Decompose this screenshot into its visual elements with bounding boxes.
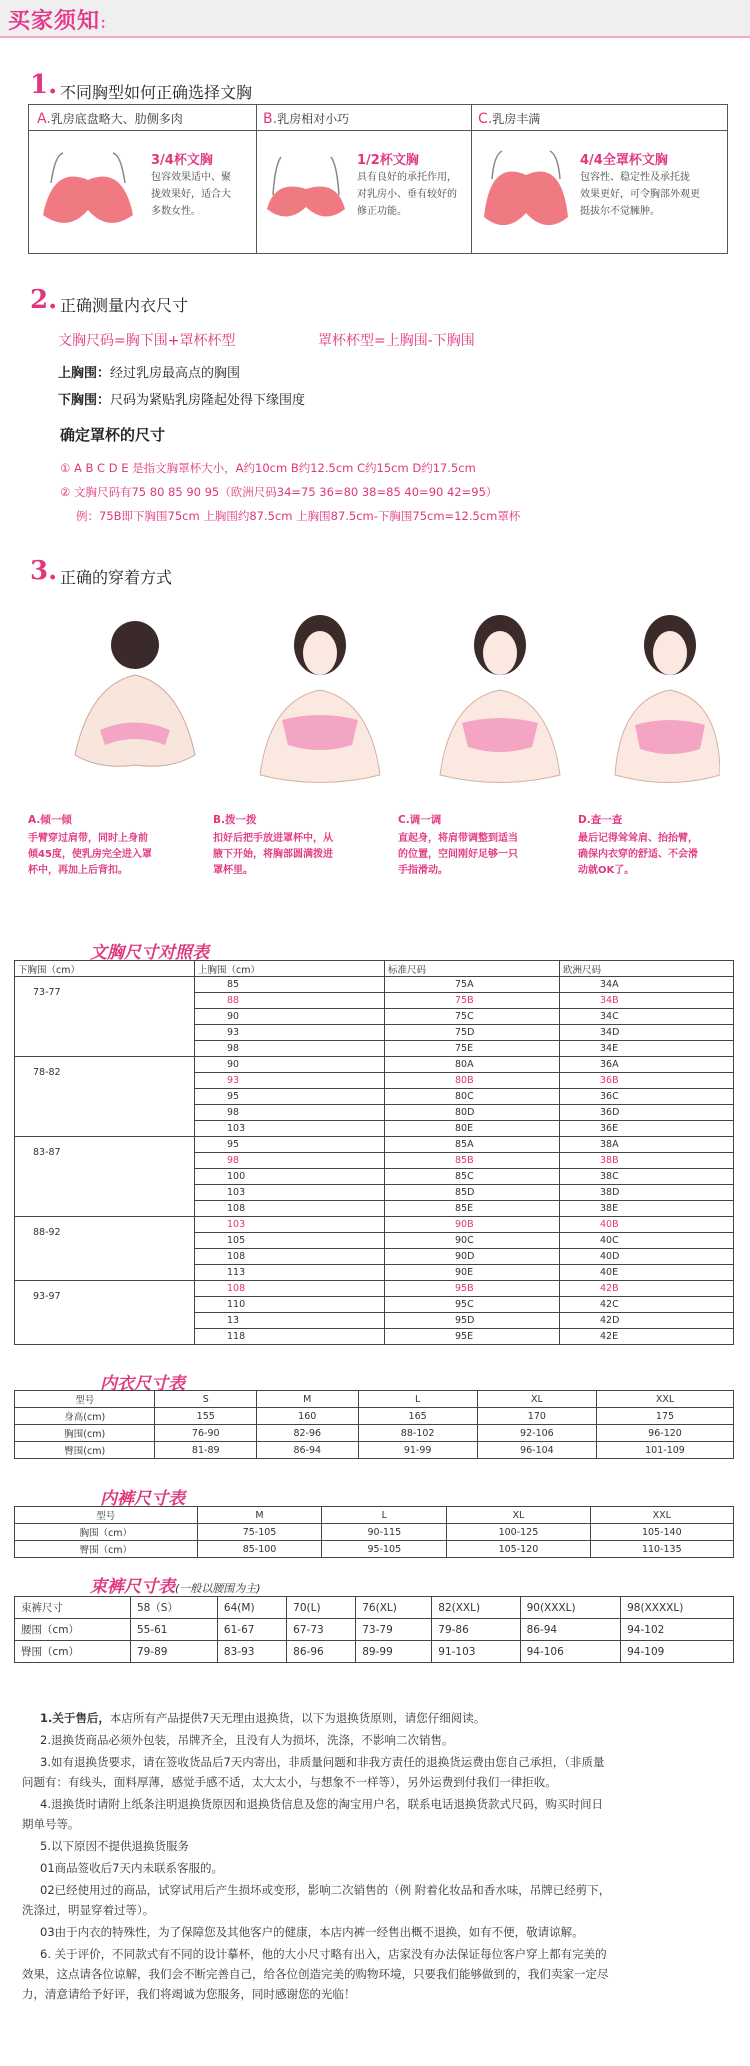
table-row: [15, 977, 734, 993]
underwear-size-table: [14, 1390, 734, 1459]
table-cell: 98: [195, 1105, 385, 1121]
def-under-bust: 下胸围：尺码为紧贴乳房隆起处得下缘围度: [58, 393, 306, 408]
table-cell: 38D: [560, 1185, 734, 1201]
table-cell: 80C: [385, 1089, 560, 1105]
table-cell: 92-106: [477, 1425, 596, 1442]
wearing-step-b: B.拨一拨 扣好后把手放进罩杯中，从 腋下开始，将胸部圆满拨进 罩杯里。: [213, 814, 333, 876]
table-cell: 113: [195, 1265, 385, 1281]
service-p6: 01商品签收后7天内未联系客服的。: [40, 1861, 223, 1875]
table-cell: 79-86: [432, 1619, 520, 1641]
table-row: [15, 1057, 734, 1073]
table-cell: 93: [195, 1025, 385, 1041]
table-cell: 98: [195, 1041, 385, 1057]
table-cell: 165: [358, 1408, 477, 1425]
column-header: 98(XXXXL): [621, 1597, 734, 1619]
table-cell: 90: [195, 1057, 385, 1073]
service-p9: 6. 关于评价，不同款式有不同的设计摹杯，他的大小尺寸略有出入，店家没有办法保证每位客户穿上都有完美的: [40, 1947, 607, 1961]
table-cell: 89-99: [356, 1641, 432, 1663]
table-row: [15, 1442, 734, 1459]
column-header: 58（S）: [130, 1597, 217, 1619]
table-cell: 胸围(cm): [15, 1425, 155, 1442]
under-bust-cell: 93-97: [15, 1281, 195, 1345]
table-cell: 85A: [385, 1137, 560, 1153]
table-cell: 94-102: [621, 1619, 734, 1641]
table-cell: 85-100: [197, 1541, 322, 1558]
cup-column-b: [257, 105, 471, 253]
table-cell: 103: [195, 1185, 385, 1201]
table-cell: 38A: [560, 1137, 734, 1153]
service-p2: 2.退换货商品必须外包装，吊牌齐全，且没有人为损坏，洗涤，不影响二次销售。: [40, 1733, 454, 1747]
table-header-row: [15, 1391, 734, 1408]
cup-heading: 确定罩杯的尺寸: [60, 426, 166, 444]
header-divider: [0, 36, 750, 38]
service-p7: 02已经使用过的商品，试穿试用后产生损坏或变形，影响二次销售的（例 附着化妆品和香水味，吊牌已经剪下，: [40, 1883, 611, 1897]
table-cell: 臀围(cm): [15, 1442, 155, 1459]
section1-number: 1.: [30, 70, 58, 100]
column-header: 64(M): [217, 1597, 286, 1619]
table-cell: 85D: [385, 1185, 560, 1201]
shaper-size-table: [14, 1596, 734, 1663]
service-p5: 5.以下原因不提供退换货服务: [40, 1839, 189, 1853]
cup-note-3: 例：75B即下胸围75cm 上胸围约87.5cm 上胸围87.5cm-下胸围75cm=12.5cm罩杯: [76, 509, 521, 523]
table-cell: 96-120: [597, 1425, 734, 1442]
table-cell: 55-61: [130, 1619, 217, 1641]
table-cell: 91-103: [432, 1641, 520, 1663]
bra-full-cup-icon: [476, 145, 576, 245]
table-cell: 110: [195, 1297, 385, 1313]
table-cell: 34B: [560, 993, 734, 1009]
table-cell: 36C: [560, 1089, 734, 1105]
table-cell: 80B: [385, 1073, 560, 1089]
column-header: XXL: [597, 1391, 734, 1408]
table-header-row: [15, 961, 734, 977]
cup-guide-box: [28, 104, 728, 254]
table-cell: 36A: [560, 1057, 734, 1073]
column-header: 76(XL): [356, 1597, 432, 1619]
column-header: L: [358, 1391, 477, 1408]
table-cell: 80D: [385, 1105, 560, 1121]
column-header: 标准尺码: [385, 961, 560, 977]
service-p7-cont: 洗涤过，明显穿着过等）。: [22, 1903, 155, 1917]
column-header: 型号: [15, 1391, 155, 1408]
wearing-illustrations: [30, 605, 720, 805]
table-cell: 身高(cm): [15, 1408, 155, 1425]
woman-illustration-icon: [30, 605, 720, 805]
table-cell: 100: [195, 1169, 385, 1185]
table-cell: 34E: [560, 1041, 734, 1057]
table-cell: 75A: [385, 977, 560, 993]
wearing-step-a: A.倾一倾 手臂穿过肩带，同时上身前 倾45度，使乳房完全进入罩 杯中，再加上后背扣。: [28, 814, 152, 876]
table-cell: 90C: [385, 1233, 560, 1249]
table-cell: 67-73: [287, 1619, 356, 1641]
table-cell: 108: [195, 1249, 385, 1265]
table-cell: 160: [256, 1408, 358, 1425]
table-cell: 36B: [560, 1073, 734, 1089]
table-cell: 34A: [560, 977, 734, 993]
table-cell: 95D: [385, 1313, 560, 1329]
table-cell: 腰围（cm）: [15, 1619, 131, 1641]
table-cell: 85B: [385, 1153, 560, 1169]
column-header: S: [155, 1391, 257, 1408]
service-p4: 4.退换货时请附上纸条注明退换货原因和退换货信息及您的淘宝用户名，联系电话退换货款式尺码，购买时间日: [40, 1797, 603, 1811]
table-cell: 95-105: [322, 1541, 447, 1558]
column-header: XL: [477, 1391, 596, 1408]
table-header-row: [15, 1507, 734, 1524]
service-p8: 03由于内衣的特殊性，为了保障您及其他客户的健康，本店内裤一经售出概不退换，如有不便，敬请谅解。: [40, 1925, 584, 1939]
table-cell: 75E: [385, 1041, 560, 1057]
cup-column-head: A.乳房底盘略大、肋侧多肉: [37, 111, 183, 127]
def-upper-bust: 上胸围：经过乳房最高点的胸围: [58, 366, 241, 381]
table-cell: 36D: [560, 1105, 734, 1121]
table-cell: 86-94: [520, 1619, 621, 1641]
table-cell: 80E: [385, 1121, 560, 1137]
bra-3-4-cup-icon: [33, 145, 143, 245]
table-cell: 38B: [560, 1153, 734, 1169]
table-cell: 88-102: [358, 1425, 477, 1442]
table-cell: 38C: [560, 1169, 734, 1185]
bra-table-title: 文胸尺寸对照表: [90, 943, 209, 963]
table-cell: 105-140: [590, 1524, 733, 1541]
table-cell: 85: [195, 977, 385, 993]
table-row: [15, 1425, 734, 1442]
table-cell: 95C: [385, 1297, 560, 1313]
table-header-row: [15, 1597, 734, 1619]
table-cell: 96-104: [477, 1442, 596, 1459]
table-cell: 101-109: [597, 1442, 734, 1459]
cup-column-head: B.乳房相对小巧: [263, 111, 350, 127]
column-header: 型号: [15, 1507, 198, 1524]
table-cell: 81-89: [155, 1442, 257, 1459]
table-cell: 94-109: [621, 1641, 734, 1663]
table-cell: 95: [195, 1137, 385, 1153]
shaper-table-heading: 束裤尺寸表(一般以腰围为主): [90, 1577, 261, 1597]
panty-size-table: [14, 1506, 734, 1558]
table-cell: 90B: [385, 1217, 560, 1233]
table-cell: 110-135: [590, 1541, 733, 1558]
formula-cup: 罩杯杯型=上胸围-下胸围: [318, 333, 475, 349]
table-cell: 108: [195, 1281, 385, 1297]
table-cell: 34D: [560, 1025, 734, 1041]
cup-type-desc: 包容效果适中、聚 拢效果好，适合大 多数女性。: [151, 172, 231, 217]
table-cell: 臀围（cm）: [15, 1541, 198, 1558]
table-cell: 88: [195, 993, 385, 1009]
table-cell: 42C: [560, 1297, 734, 1313]
table-cell: 75C: [385, 1009, 560, 1025]
cup-type-title: 3/4杯文胸: [151, 153, 213, 168]
table-cell: 155: [155, 1408, 257, 1425]
table-cell: 118: [195, 1329, 385, 1345]
table-cell: 79-89: [130, 1641, 217, 1663]
table-cell: 175: [597, 1408, 734, 1425]
column-header: L: [322, 1507, 447, 1524]
table-cell: 42E: [560, 1329, 734, 1345]
wearing-step-c: C.调一调 直起身，将肩带调整到适当 的位置，空间刚好足够一只 手指滑动。: [398, 814, 518, 876]
column-header: XL: [447, 1507, 590, 1524]
table-row: [15, 1281, 734, 1297]
column-header: M: [256, 1391, 358, 1408]
table-cell: 103: [195, 1121, 385, 1137]
service-p1: 1.关于售后，本店所有产品提供7天无理由退换货，以下为退换货原则，请您仔细阅读。: [40, 1711, 486, 1725]
table-cell: 85C: [385, 1169, 560, 1185]
bra-size-table: [14, 960, 734, 1345]
table-cell: 75D: [385, 1025, 560, 1041]
cup-type-desc: 包容性、稳定性及承托拢 效果更好，可令胸部外观更 挺拔尔不觉臃肿。: [580, 172, 700, 217]
table-cell: 103: [195, 1217, 385, 1233]
column-header: 90(XXXL): [520, 1597, 621, 1619]
cup-column-a: [29, 105, 256, 253]
formula-bra-size: 文胸尺码=胸下围+罩杯杯型: [58, 333, 236, 349]
table-cell: 86-94: [256, 1442, 358, 1459]
section2-title: 正确测量内衣尺寸: [60, 296, 189, 315]
table-cell: 105: [195, 1233, 385, 1249]
table-row: [15, 1619, 734, 1641]
cup-note-2: ② 文胸尺码有75 80 85 90 95（欧洲尺码34=75 36=80 38=85 40=90 42=95）: [60, 485, 498, 499]
table-cell: 61-67: [217, 1619, 286, 1641]
cup-column-c: [472, 105, 728, 253]
table-cell: 臀围（cm）: [15, 1641, 131, 1663]
table-cell: 90E: [385, 1265, 560, 1281]
table-cell: 42B: [560, 1281, 734, 1297]
column-header: 欧洲尺码: [560, 961, 734, 977]
table-row: [15, 1541, 734, 1558]
column-header: M: [197, 1507, 322, 1524]
table-cell: 91-99: [358, 1442, 477, 1459]
column-header: 下胸围（cm）: [15, 961, 195, 977]
section3-title: 正确的穿着方式: [60, 568, 173, 587]
table-cell: 75B: [385, 993, 560, 1009]
wearing-step-d: D.查一查 最后记得耸耸肩、抬抬臂， 确保内衣穿的舒适、不会滑 动就OK了。: [578, 814, 698, 876]
underwear-table-title: 内衣尺寸表: [100, 1374, 185, 1394]
column-header: XXL: [590, 1507, 733, 1524]
table-cell: 93: [195, 1073, 385, 1089]
table-cell: 95E: [385, 1329, 560, 1345]
under-bust-cell: 78-82: [15, 1057, 195, 1137]
column-header: 70(L): [287, 1597, 356, 1619]
table-cell: 82-96: [256, 1425, 358, 1442]
table-row: [15, 1408, 734, 1425]
table-cell: 86-96: [287, 1641, 356, 1663]
table-cell: 胸围（cm）: [15, 1524, 198, 1541]
table-row: [15, 1137, 734, 1153]
service-p9-cont: 效果，这点请各位谅解，我们会不断完善自己，给各位创造完美的购物环境，只要我们能够做到的，我们卖家一定尽: [22, 1967, 609, 1981]
table-row: [15, 1641, 734, 1663]
table-cell: 76-90: [155, 1425, 257, 1442]
table-cell: 40D: [560, 1249, 734, 1265]
table-cell: 40B: [560, 1217, 734, 1233]
table-cell: 98: [195, 1153, 385, 1169]
cup-type-title: 1/2杯文胸: [357, 153, 419, 168]
table-cell: 95B: [385, 1281, 560, 1297]
table-cell: 13: [195, 1313, 385, 1329]
service-p9-cont2: 力，清意请给予好评，我们将竭诚为您服务，同时感谢您的光临！: [22, 1987, 356, 2001]
table-cell: 38E: [560, 1201, 734, 1217]
cup-type-desc: 具有良好的承托作用， 对乳房小、垂有较好的 修正功能。: [357, 172, 457, 217]
under-bust-cell: 88-92: [15, 1217, 195, 1281]
section2-number: 2.: [30, 285, 58, 315]
table-cell: 170: [477, 1408, 596, 1425]
table-cell: 94-106: [520, 1641, 621, 1663]
panty-table-title: 内裤尺寸表: [100, 1489, 185, 1509]
table-cell: 42D: [560, 1313, 734, 1329]
table-cell: 90-115: [322, 1524, 447, 1541]
service-p3: 3.如有退换货要求，请在签收货品后7天内寄出，非质量问题和非我方责任的退换货运费由您自己承担，（非质量: [40, 1755, 605, 1769]
table-row: [15, 1524, 734, 1541]
table-cell: 83-93: [217, 1641, 286, 1663]
under-bust-cell: 73-77: [15, 977, 195, 1057]
section1-title: 不同胸型如何正确选择文胸: [60, 83, 253, 102]
cup-column-head: C.乳房丰满: [478, 111, 541, 127]
table-cell: 73-79: [356, 1619, 432, 1641]
table-cell: 36E: [560, 1121, 734, 1137]
table-cell: 85E: [385, 1201, 560, 1217]
table-cell: 80A: [385, 1057, 560, 1073]
table-cell: 108: [195, 1201, 385, 1217]
under-bust-cell: 83-87: [15, 1137, 195, 1217]
table-cell: 100-125: [447, 1524, 590, 1541]
column-header: 82(XXL): [432, 1597, 520, 1619]
table-cell: 90D: [385, 1249, 560, 1265]
service-p4-cont: 期单号等。: [22, 1817, 80, 1831]
column-header: 上胸围（cm）: [195, 961, 385, 977]
table-cell: 90: [195, 1009, 385, 1025]
column-header: 束裤尺寸: [15, 1597, 131, 1619]
table-cell: 40E: [560, 1265, 734, 1281]
table-row: [15, 1217, 734, 1233]
table-cell: 34C: [560, 1009, 734, 1025]
table-cell: 105-120: [447, 1541, 590, 1558]
table-cell: 75-105: [197, 1524, 322, 1541]
bra-1-2-cup-icon: [261, 149, 351, 239]
table-cell: 40C: [560, 1233, 734, 1249]
service-p3-cont: 问题有：有线头，面料厚薄，感觉手感不适，太大太小，与想象不一样等），另外运费到付我们一律拒收。: [22, 1775, 557, 1789]
cup-type-title: 4/4全罩杯文胸: [580, 153, 668, 168]
after-sales-notes: [22, 1708, 720, 2004]
page-title: 买家须知：: [8, 9, 116, 34]
cup-note-1: ① A B C D E 是指文胸罩杯大小，A约10cm B约12.5cm C约15cm D约17.5cm: [60, 461, 476, 475]
section3-number: 3.: [30, 556, 58, 586]
table-cell: 95: [195, 1089, 385, 1105]
